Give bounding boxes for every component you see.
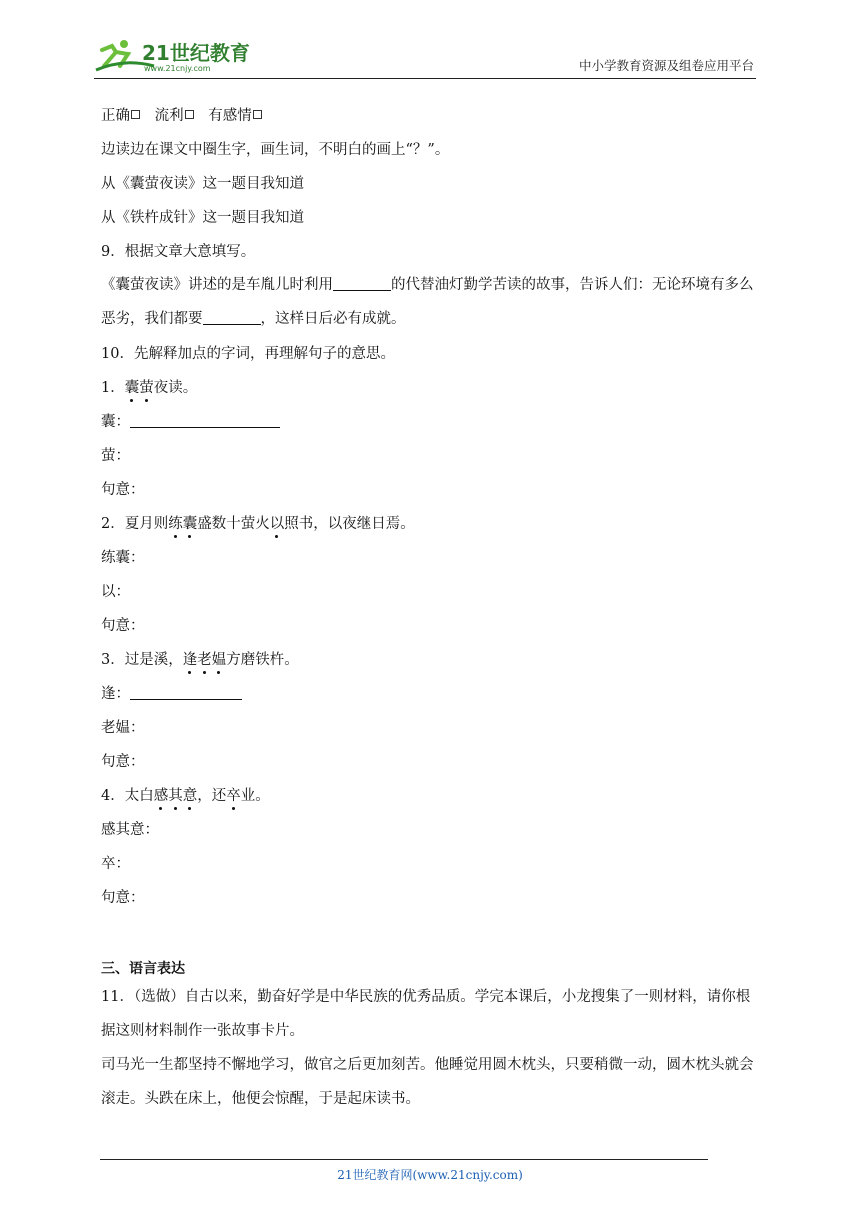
sentence-1: 1．囊萤夜读。 — [101, 380, 198, 396]
option-correct: 正确 — [101, 108, 130, 124]
answer-blank[interactable] — [130, 685, 242, 700]
question-11: 11．（选做）自古以来，勤奋好学是中华民族的优秀品质。学完本课后，小龙搜集了一则材料，请你根据这则材料制作一张故事卡片。 — [101, 989, 751, 1039]
sentence-3: 3．过是溪，逢老媪方磨铁杵。 — [101, 652, 299, 668]
meaning-3: 句意： — [101, 754, 145, 770]
site-logo — [94, 36, 264, 74]
sentence-2: 2．夏月则练囊盛数十萤火以照书，以夜继日焉。 — [101, 516, 415, 532]
footer-divider — [100, 1159, 708, 1160]
material-text: 司马光一生都坚持不懈地学习，做官之后更加刻苦。他睡觉用圆木枕头，只要稍微一动，圆木枕头就会滚走。头跌在床上，他便会惊醒，于是起床读书。 — [101, 1057, 754, 1107]
checkbox-icon[interactable] — [131, 110, 140, 119]
svg-text:21世纪教育: 21世纪教育 — [142, 41, 250, 65]
title-line-1: 从《囊萤夜读》这一题目我知道 — [101, 176, 304, 192]
zu-answer: 卒： — [101, 856, 130, 872]
instruction-line: 边读边在课文中圈生字，画生词，不明白的画上“？”。 — [101, 142, 450, 158]
ganqiyi-answer: 感其意： — [101, 822, 159, 838]
checkbox-icon[interactable] — [185, 110, 194, 119]
section-heading: 三、语言表达 — [101, 961, 185, 977]
svg-text:www.21cnjy.com: www.21cnjy.com — [144, 64, 211, 73]
meaning-2: 句意： — [101, 618, 145, 634]
answer-blank[interactable] — [333, 276, 391, 291]
yi-answer: 以： — [101, 584, 130, 600]
answer-blank[interactable] — [203, 310, 261, 325]
sentence-4: 4．太白感其意，还卒业。 — [101, 788, 270, 804]
nang-answer: 囊： — [101, 413, 280, 431]
feng-answer: 逢： — [101, 685, 242, 703]
option-fluent: 流利 — [154, 108, 184, 124]
meaning-1: 句意： — [101, 482, 145, 498]
option-emotion: 有感情 — [208, 108, 252, 124]
question-9: 9．根据文章大意填写。 — [101, 244, 256, 260]
laoao-answer: 老媪： — [101, 720, 145, 736]
header-platform-text: 中小学教育资源及组卷应用平台 — [578, 58, 754, 73]
question-10: 10．先解释加点的字词，再理解句子的意思。 — [101, 346, 395, 362]
option-row — [101, 107, 272, 125]
question-9-body: 《囊萤夜读》讲述的是车胤儿时利用 的代替油灯勤学苦读的故事，告诉人们：无论环境有多么恶劣，我们都要 ，这样日后必有成就。 — [101, 277, 754, 327]
footer-link[interactable]: 21世纪教育网(www.21cnjy.com) — [337, 1168, 523, 1182]
meaning-4: 句意： — [101, 890, 145, 906]
ying-answer: 萤： — [101, 448, 130, 464]
answer-blank[interactable] — [130, 413, 280, 428]
page-header — [94, 34, 756, 79]
lianang-answer: 练囊： — [101, 550, 145, 566]
title-line-2: 从《铁杵成针》这一题目我知道 — [101, 210, 304, 226]
checkbox-icon[interactable] — [253, 110, 262, 119]
